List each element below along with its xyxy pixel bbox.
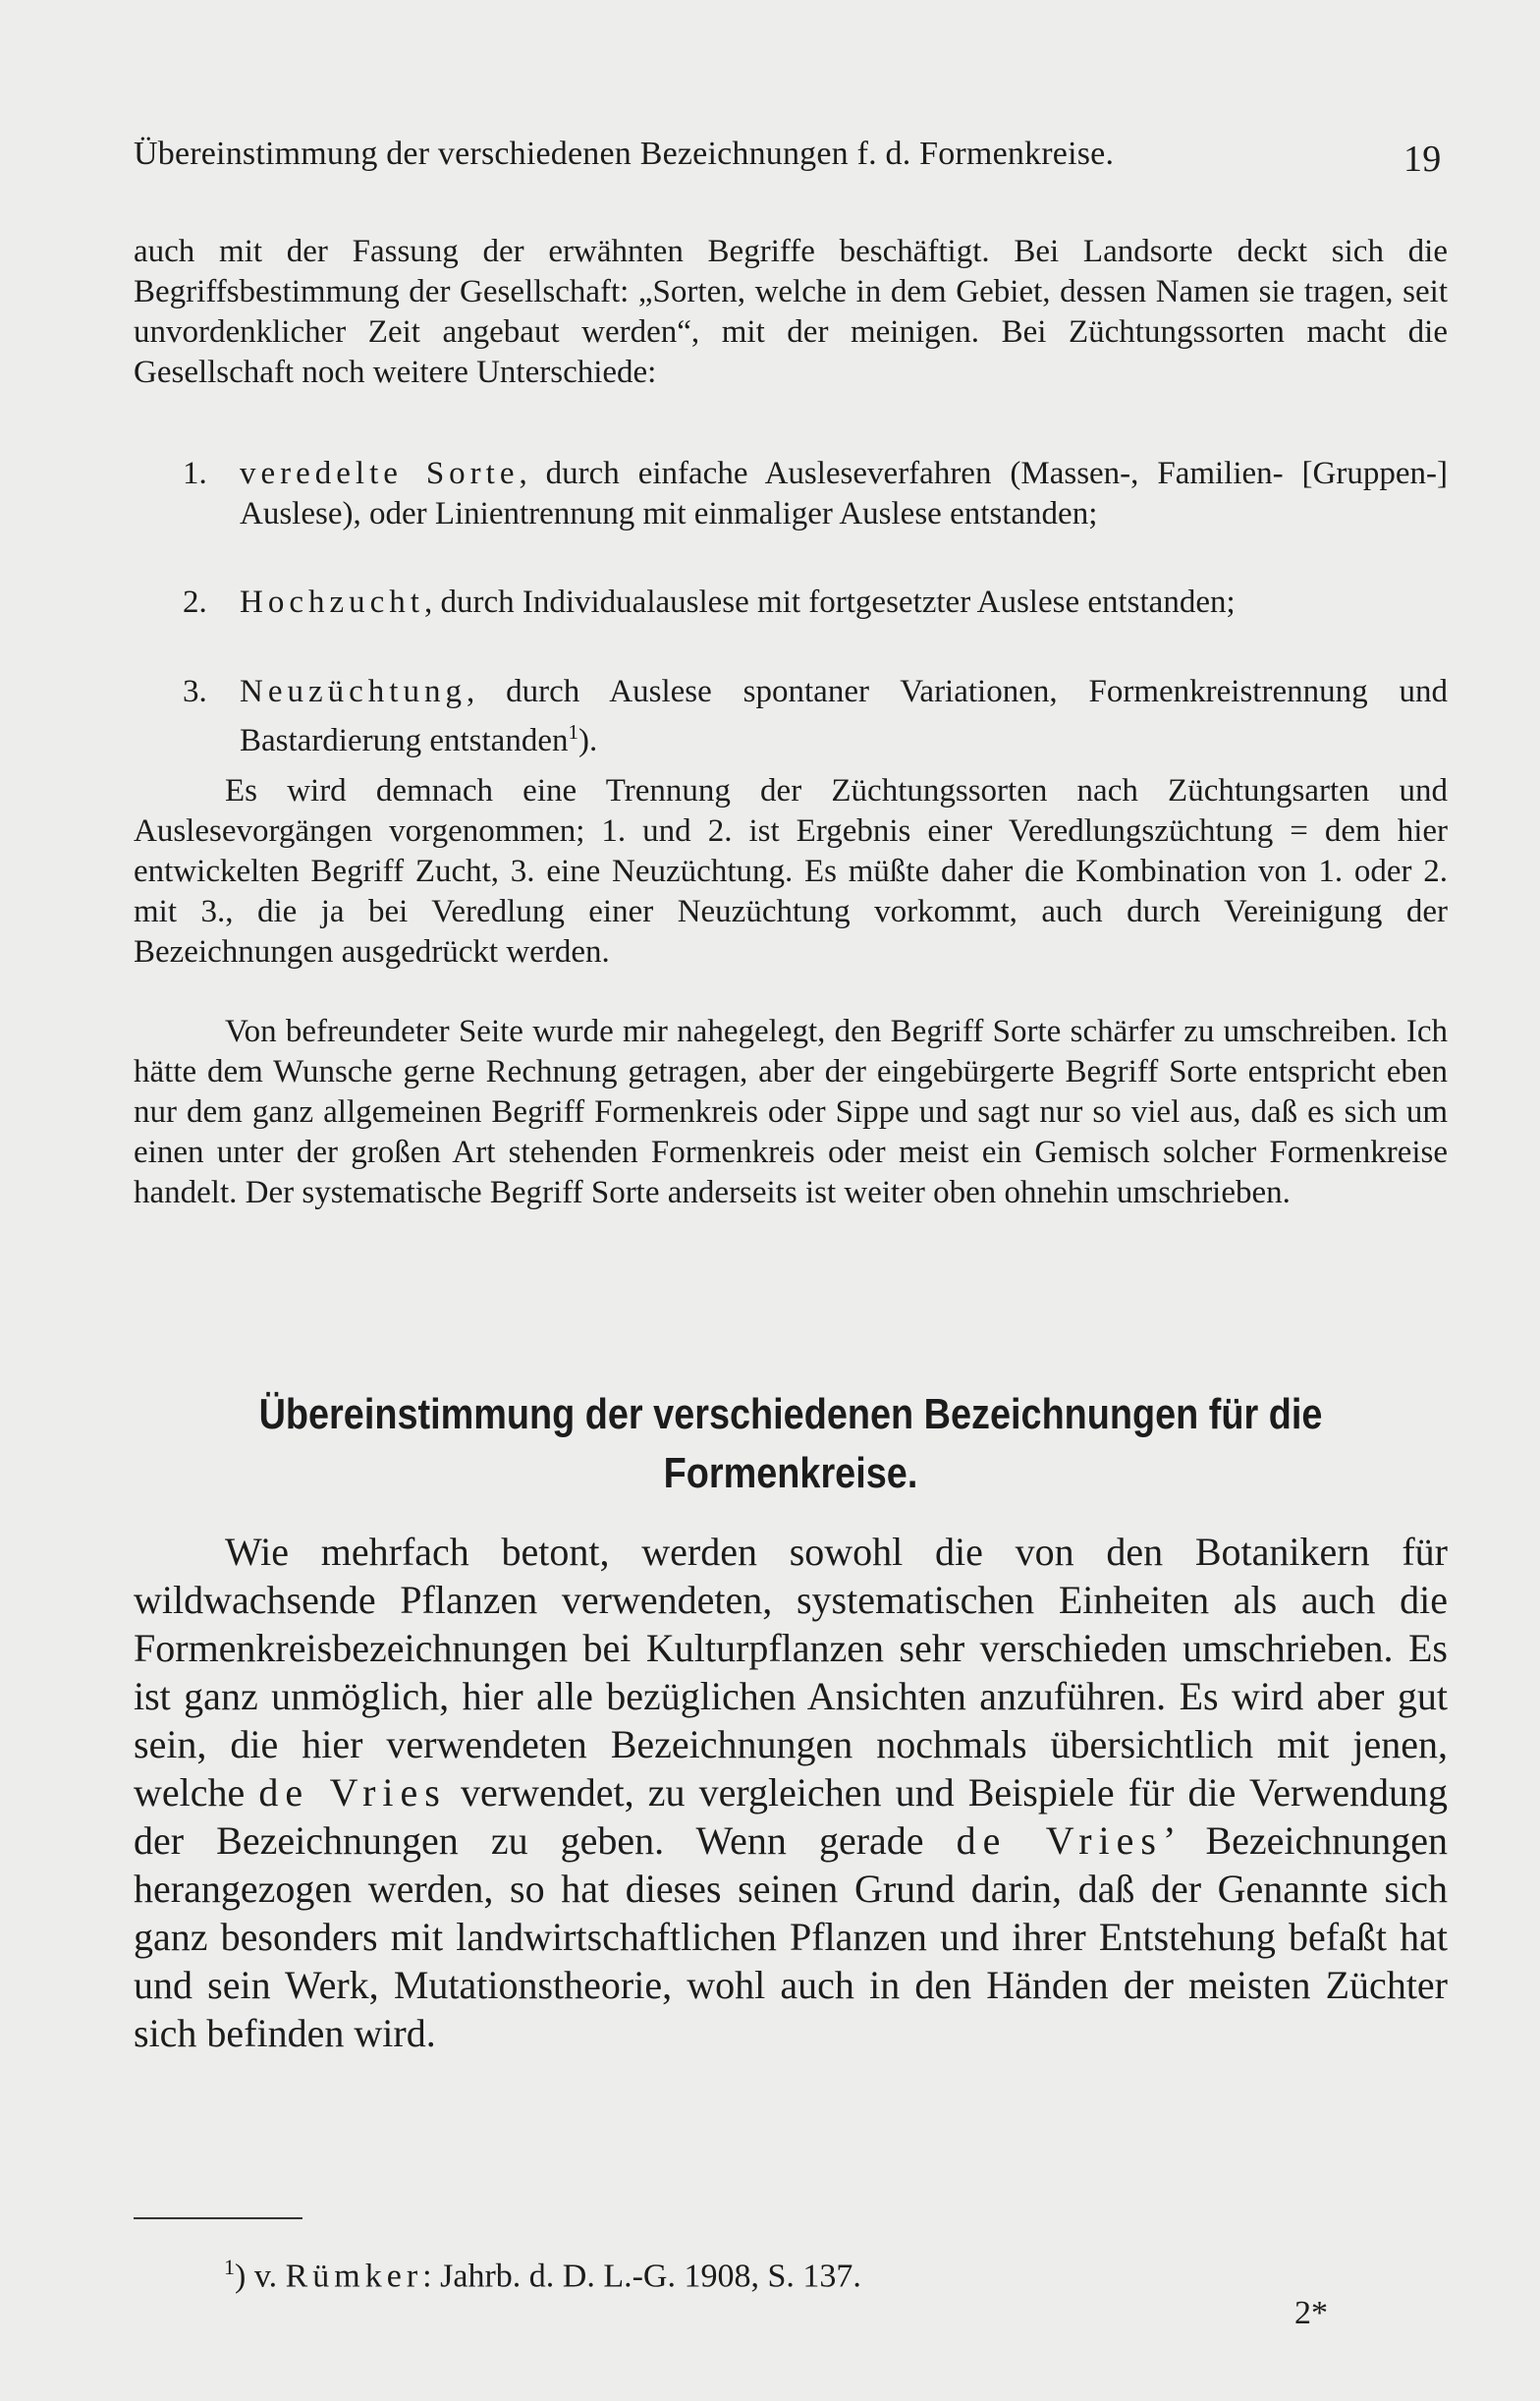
list-text: , durch einfache Ausleseverfahren (Massen-, Familien- [Gruppen-] Auslese), oder Linientrennung mit einmaliger Auslese entstanden; [240, 456, 1448, 531]
footnote-text: : Jahrb. d. D. L.-G. 1908, S. 137. [422, 2258, 861, 2295]
footnote-reference: 1 [568, 720, 578, 744]
list-item [183, 583, 1448, 623]
main-text: verwendet, zu vergleichen und Beispiele für die Verwendung der Bezeichnungen zu geben. Wenn gerade [134, 1770, 1448, 1863]
signature-mark: 2* [1294, 2295, 1328, 2331]
section-heading: Übereinstimmung der verschiedenen Bezeichnungen für die Formenkreise. [258, 1390, 1323, 1497]
paragraph-zuechtungsarten: Es wird demnach eine Trennung der Züchtungssorten nach Züchtungsarten und Auslesevorgängen vorgenommen; 1. und 2. ist Ergebnis einer Veredlungszüchtung = dem hier entwickelten Begriff Zucht, 3. eine Neuzüchtung. Es müßte daher die Kombination von 1. oder 2. mit 3., die ja bei Veredlung einer Neuzüchtung vorkommt, auch durch Vereinigung der Bezeichnungen ausgedrückt werden. [134, 773, 1448, 970]
list-term: Hochzucht [240, 585, 424, 620]
footnote-mark: 1 [224, 2255, 235, 2279]
footnote-text: v. [246, 2258, 286, 2295]
footnote-rule [134, 2217, 302, 2219]
intro-paragraph: auch mit der Fassung der erwähnten Begriffe beschäftigt. Bei Landsorte deckt sich die Begriffsbestimmung der Gesellschaft: „Sorten, welche in dem Gebiet, dessen Namen sie tragen, seit unvordenklicher Zeit angebaut werden“, mit der meinigen. Bei Züchtungssorten macht die Gesellschaft noch weitere Unterschiede: [134, 234, 1448, 390]
list-text: , durch Auslese spontaner Variationen, Formenkreistrennung und Bastardierung entstanden [240, 674, 1448, 758]
paragraph-sorte: Von befreundeter Seite wurde mir nahegelegt, den Begriff Sorte schärfer zu umschreiben. Ich hätte dem Wunsche gerne Rechnung getragen, aber der eingebürgerte Begriff Sorte entspricht eben nur dem ganz allgemeinen Begriff Formenkreis oder Sippe und sagt nur so viel aus, daß es sich um einen unter der großen Art stehenden Formenkreis oder meist ein Gemisch solcher Formenkreise handelt. Der systematische Begriff Sorte anderseits ist weiter oben ohnehin umschrieben. [134, 1014, 1448, 1210]
list-text: , durch Individualauslese mit fortgesetzter Auslese entstanden; [423, 585, 1236, 620]
main-text: ’ Bezeichnungen herangezogen werden, so hat dieses seinen Grund darin, daß der Genannte sich ganz besonders mit landwirtschaftlichen Pflanzen und ihrer Entstehung befaßt hat und sein Werk, Mutationstheorie, wohl auch in den Händen der meisten Züchter sich befinden wird. [134, 1818, 1449, 2055]
footnote-mark-close: ) [235, 2258, 247, 2295]
list-term: veredelte Sorte [240, 456, 520, 491]
list-number: 3. [183, 674, 207, 709]
list-item [183, 454, 1448, 534]
main-text: Wie mehrfach betont, werden sowohl die von den Botanikern für wildwachsende Pflanzen verwendeten, systematischen Einheiten als auch die Formenkreisbezeichnungen bei Kulturpflanzen sehr verschieden umschrieben. Es ist ganz unmöglich, hier alle bezüglichen Ansichten anzuführen. Es wird aber gut sein, die hier verwendeten Bezeichnungen nochmals übersichtlich mit jenen, welche [134, 1530, 1448, 1815]
list-item [183, 672, 1448, 761]
author-name: de Vries [956, 1818, 1163, 1863]
footnote-reference-close: ). [578, 723, 598, 758]
running-head [134, 136, 1450, 180]
list-term: Neuzüchtung [240, 674, 467, 709]
main-paragraph [134, 1528, 1448, 2057]
list-number: 2. [183, 585, 207, 620]
list-number: 1. [183, 456, 207, 491]
footnote [224, 2255, 861, 2295]
running-head-title: Übereinstimmung der verschiedenen Bezeichnungen f. d. Formenkreise. [134, 136, 1115, 172]
page-number: 19 [1403, 139, 1442, 180]
author-name: de Vries [258, 1770, 447, 1815]
footnote-author: Rümker [285, 2258, 423, 2295]
